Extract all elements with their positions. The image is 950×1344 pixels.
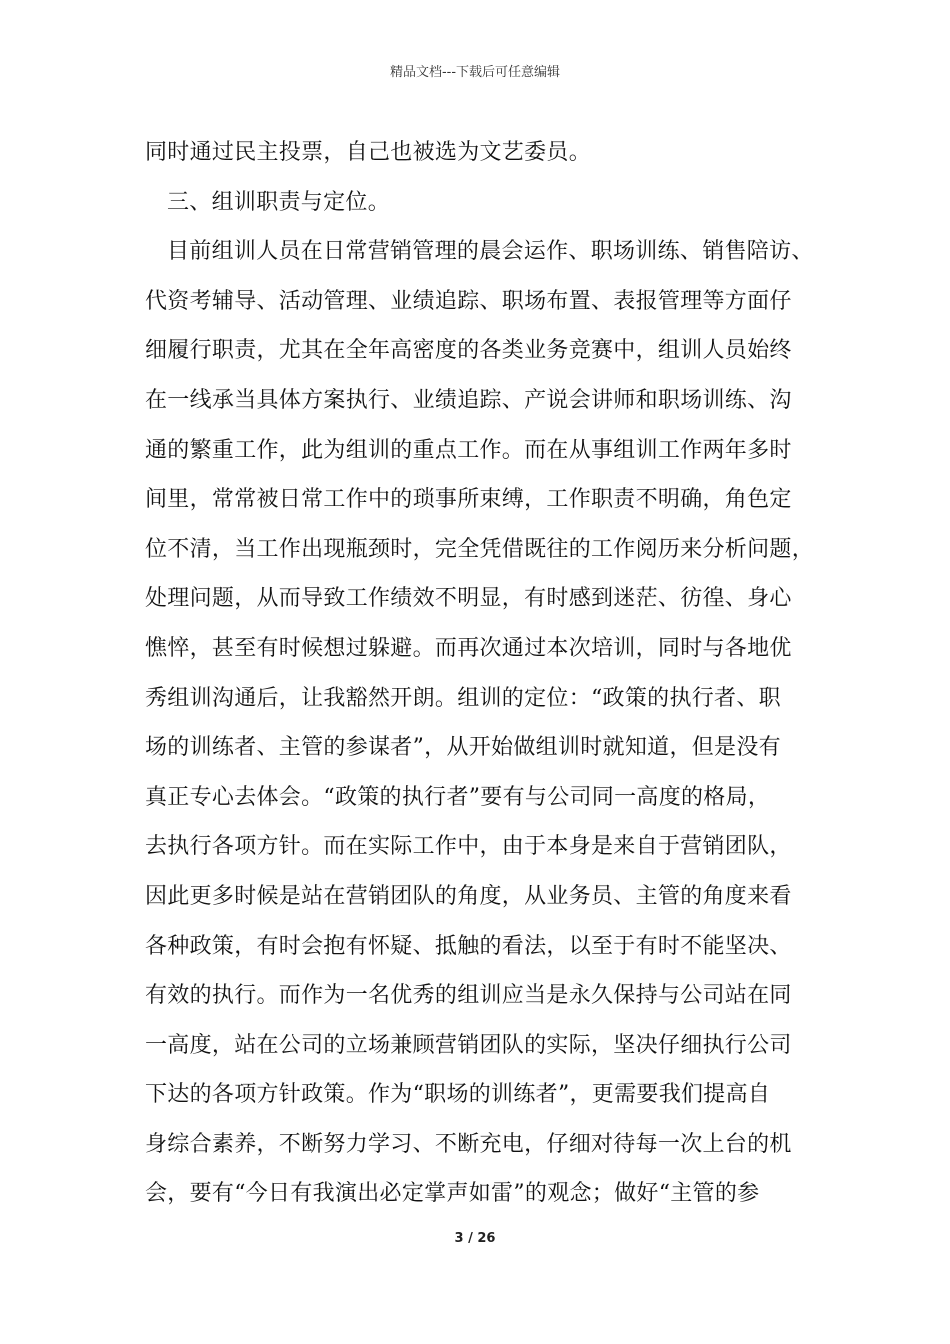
- document-body: [145, 128, 835, 1219]
- text-line: 细履行职责，尤其在全年高密度的各类业务竞赛中，组训人员始终: [145, 338, 792, 364]
- text-line: 处理问题，从而导致工作绩效不明显，有时感到迷茫、彷徨、身心: [145, 586, 792, 612]
- text-line: 同时通过民主投票，自己也被选为文艺委员。: [145, 140, 592, 165]
- text-line: 代资考辅导、活动管理、业绩追踪、职场布置、表报管理等方面仔: [145, 288, 792, 314]
- page-number: 3 / 26: [454, 1231, 496, 1246]
- text-line: 各种政策，有时会抱有怀疑、抵触的看法，以至于有时不能坚决、: [145, 933, 792, 959]
- text-line: 真正专心去体会。“政策的执行者”要有与公司同一高度的格局，: [145, 784, 771, 810]
- text-line: 位不清，当工作出现瓶颈时，完全凭借既往的工作阅历来分析问题，: [145, 536, 815, 562]
- text-line: 秀组训沟通后，让我豁然开朗。组训的定位：“政策的执行者、职: [145, 685, 781, 711]
- text-line: 因此更多时候是站在营销团队的角度，从业务员、主管的角度来看: [145, 883, 792, 909]
- text-line: 在一线承当具体方案执行、业绩追踪、产说会讲师和职场训练、沟: [145, 387, 792, 413]
- page-header: 精品文档---下载后可任意编辑: [389, 65, 561, 80]
- text-line: 目前组训人员在日常营销管理的晨会运作、职场训练、销售陪访、: [167, 239, 814, 265]
- text-line: 会，要有“今日有我演出必定掌声如雷”的观念；做好“主管的参: [145, 1181, 760, 1207]
- text-line: 有效的执行。而作为一名优秀的组训应当是永久保持与公司站在同: [145, 983, 792, 1009]
- text-line: 场的训练者、主管的参谋者”，从开始做组训时就知道，但是没有: [145, 735, 781, 761]
- text-line: 身综合素养，不断努力学习、不断充电，仔细对待每一次上台的机: [145, 1131, 792, 1157]
- text-line: 憔悴，甚至有时候想过躲避。而再次通过本次培训，同时与各地优: [145, 635, 792, 661]
- section-heading: 三、组训职责与定位。: [167, 189, 391, 215]
- text-line: 去执行各项方针。而在实际工作中，由于本身是来自于营销团队，: [145, 834, 792, 860]
- text-line: 下达的各项方针政策。作为“职场的训练者”，更需要我们提高自: [145, 1082, 771, 1108]
- text-line: 间里，常常被日常工作中的琐事所束缚，工作职责不明确，角色定: [145, 487, 792, 513]
- text-line: 通的繁重工作，此为组训的重点工作。而在从事组训工作两年多时: [145, 437, 792, 463]
- text-line: 一高度，站在公司的立场兼顾营销团队的实际，坚决仔细执行公司: [145, 1032, 792, 1058]
